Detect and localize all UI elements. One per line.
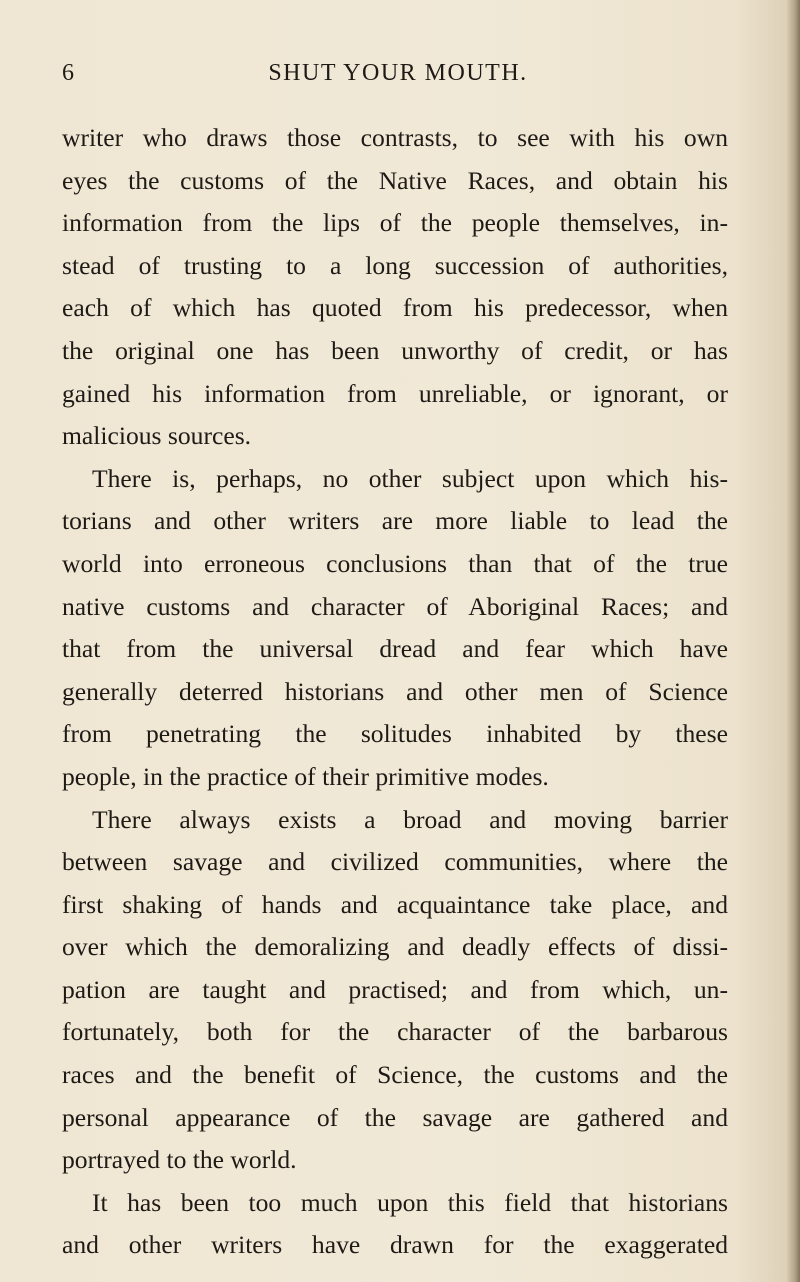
text-line: information from the lips of the people themselves, in-	[62, 208, 728, 238]
text-line: world into erroneous conclusions than that of the true	[62, 548, 728, 578]
text-line: personal appearance of the savage are gathered and	[62, 1102, 728, 1132]
text-line: generally deterred historians and other men of Science	[62, 676, 728, 706]
text-line: It has been too much upon this field that historians	[92, 1187, 728, 1217]
text-line: fortunately, both for the character of the barbarous	[62, 1017, 728, 1047]
page-edge-shadow	[786, 0, 800, 1282]
text-line: over which the demoralizing and deadly effects of dissi-	[62, 932, 728, 962]
text-line: first shaking of hands and acquaintance take place, and	[62, 889, 728, 919]
text-line: between savage and civilized communities, where the	[62, 847, 728, 877]
text-line: pation are taught and practised; and from which, un-	[62, 974, 728, 1004]
page-header	[62, 60, 734, 96]
text-line: people, in the practice of their primitive modes.	[62, 761, 549, 791]
text-line: There always exists a broad and moving barrier	[92, 804, 728, 834]
text-line: the original one has been unworthy of credit, or has	[62, 335, 728, 365]
text-line: eyes the customs of the Native Races, and obtain his	[62, 165, 728, 195]
text-line: writer who draws those contrasts, to see with his own	[62, 123, 728, 152]
text-line: from penetrating the solitudes inhabited by these	[62, 719, 728, 749]
running-head: SHUT YOUR MOUTH.	[268, 60, 528, 86]
text-line: portrayed to the world.	[62, 1145, 297, 1175]
text-line: that from the universal dread and fear which have	[62, 634, 728, 664]
text-line: torians and other writers are more liable to lead the	[62, 506, 728, 536]
text-line: stead of trusting to a long succession of authorities,	[62, 250, 728, 280]
page-number: 6	[62, 60, 75, 86]
text-line: There is, perhaps, no other subject upon which his-	[92, 463, 728, 493]
text-line: races and the benefit of Science, the customs and the	[62, 1060, 728, 1090]
text-line: each of which has quoted from his predecessor, when	[62, 293, 728, 323]
text-line: and other writers have drawn for the exaggerated	[62, 1230, 728, 1260]
text-line: native customs and character of Aboriginal Races; and	[62, 591, 728, 621]
text-line: gained his information from unreliable, or ignorant, or	[62, 378, 728, 408]
body-text	[62, 117, 728, 1267]
text-line: malicious sources.	[62, 421, 252, 451]
